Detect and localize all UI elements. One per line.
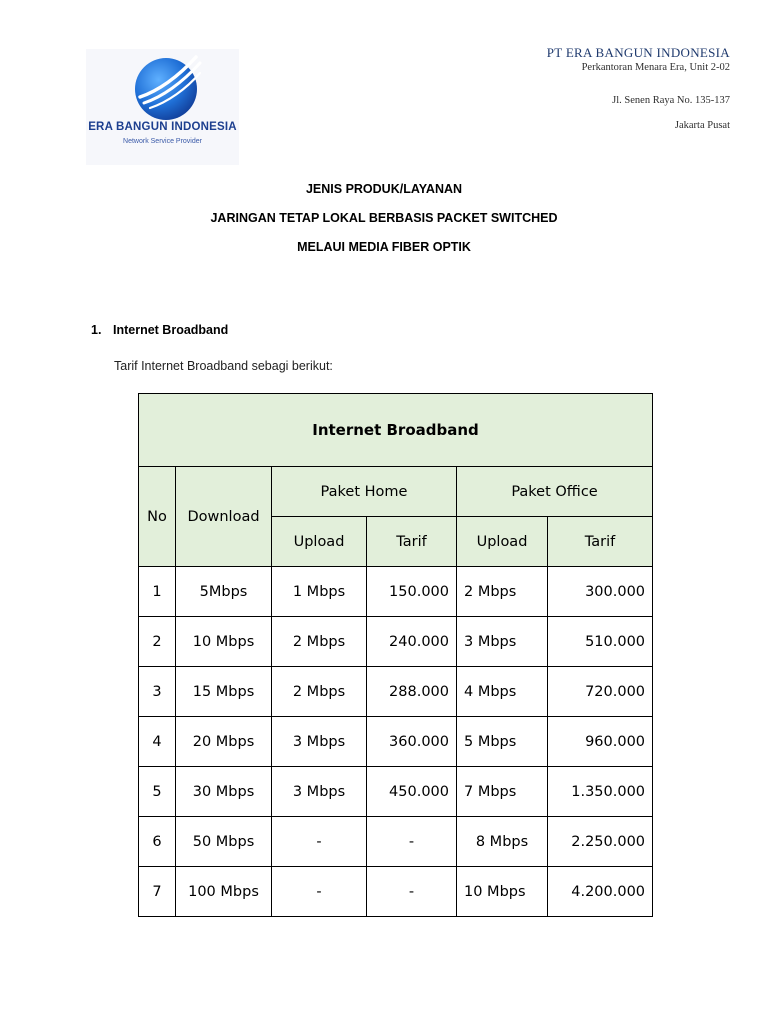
table-row [139, 617, 653, 667]
table-row [139, 817, 653, 867]
logo-tagline: Network Service Provider [123, 138, 202, 145]
cell-office-tarif: 300.000 [548, 567, 653, 617]
section-number: 1. [91, 323, 102, 337]
group-office-header: Paket Office [457, 467, 653, 517]
cell-home-tarif: 360.000 [367, 717, 457, 767]
cell-home-tarif: - [367, 867, 457, 917]
cell-home-upload: 3 Mbps [272, 767, 367, 817]
company-name: PT ERA BANGUN INDONESIA [546, 45, 730, 60]
cell-office-tarif: 1.350.000 [548, 767, 653, 817]
office-upload-header: Upload [457, 517, 548, 567]
cell-home-upload: 2 Mbps [272, 617, 367, 667]
table-row [139, 717, 653, 767]
cell-download: 50 Mbps [176, 817, 272, 867]
cell-home-tarif: 288.000 [367, 667, 457, 717]
table-title-row [139, 394, 653, 467]
globe-swoosh-icon [130, 51, 202, 123]
section-intro: Tarif Internet Broadband sebagi berikut: [114, 359, 333, 373]
office-tarif-header: Tarif [548, 517, 653, 567]
doc-title-3: MELAUI MEDIA FIBER OPTIK [297, 240, 471, 254]
tariff-table [138, 393, 653, 917]
doc-title-1: JENIS PRODUK/LAYANAN [305, 182, 463, 196]
cell-download: 5Mbps [176, 567, 272, 617]
cell-office-upload: 10 Mbps [457, 867, 548, 917]
address-line-3: Jakarta Pusat [674, 120, 730, 131]
table-row [139, 667, 653, 717]
address-line-2: Jl. Senen Raya No. 135-137 [612, 95, 730, 106]
cell-home-tarif: 150.000 [367, 567, 457, 617]
cell-download: 15 Mbps [176, 667, 272, 717]
address-line-1: Perkantoran Menara Era, Unit 2-02 [581, 62, 730, 73]
doc-title-2: JARINGAN TETAP LOKAL BERBASIS PACKET SWITCHED [210, 211, 558, 225]
cell-home-upload: 1 Mbps [272, 567, 367, 617]
cell-office-tarif: 4.200.000 [548, 867, 653, 917]
cell-download: 10 Mbps [176, 617, 272, 667]
cell-home-upload: - [272, 867, 367, 917]
group-home-header: Paket Home [272, 467, 457, 517]
cell-office-tarif: 960.000 [548, 717, 653, 767]
cell-no: 2 [139, 617, 176, 667]
table-row [139, 867, 653, 917]
table-group-row [139, 467, 653, 517]
company-address-block [546, 45, 730, 131]
cell-office-upload: 2 Mbps [457, 567, 548, 617]
cell-download: 100 Mbps [176, 867, 272, 917]
table-title: Internet Broadband [139, 394, 653, 467]
cell-home-tarif: 450.000 [367, 767, 457, 817]
cell-office-upload: 4 Mbps [457, 667, 548, 717]
home-upload-header: Upload [272, 517, 367, 567]
cell-office-tarif: 2.250.000 [548, 817, 653, 867]
cell-no: 7 [139, 867, 176, 917]
cell-office-tarif: 510.000 [548, 617, 653, 667]
home-tarif-header: Tarif [367, 517, 457, 567]
section-heading [91, 323, 228, 337]
cell-download: 20 Mbps [176, 717, 272, 767]
cell-download: 30 Mbps [176, 767, 272, 817]
cell-home-upload: 3 Mbps [272, 717, 367, 767]
cell-office-upload: 3 Mbps [457, 617, 548, 667]
col-download-header: Download [176, 467, 272, 567]
table-row [139, 567, 653, 617]
cell-office-upload: 5 Mbps [457, 717, 548, 767]
cell-no: 5 [139, 767, 176, 817]
company-logo [86, 49, 239, 165]
cell-no: 6 [139, 817, 176, 867]
cell-office-upload: 8 Mbps [457, 817, 548, 867]
col-no-header: No [139, 467, 176, 567]
cell-home-tarif: 240.000 [367, 617, 457, 667]
cell-no: 1 [139, 567, 176, 617]
cell-office-tarif: 720.000 [548, 667, 653, 717]
cell-no: 3 [139, 667, 176, 717]
cell-home-upload: - [272, 817, 367, 867]
logo-wordmark: ERA BANGUN INDONESIA [88, 121, 237, 133]
cell-home-upload: 2 Mbps [272, 667, 367, 717]
cell-office-upload: 7 Mbps [457, 767, 548, 817]
table-row [139, 767, 653, 817]
cell-home-tarif: - [367, 817, 457, 867]
cell-no: 4 [139, 717, 176, 767]
section-title: Internet Broadband [113, 323, 229, 337]
